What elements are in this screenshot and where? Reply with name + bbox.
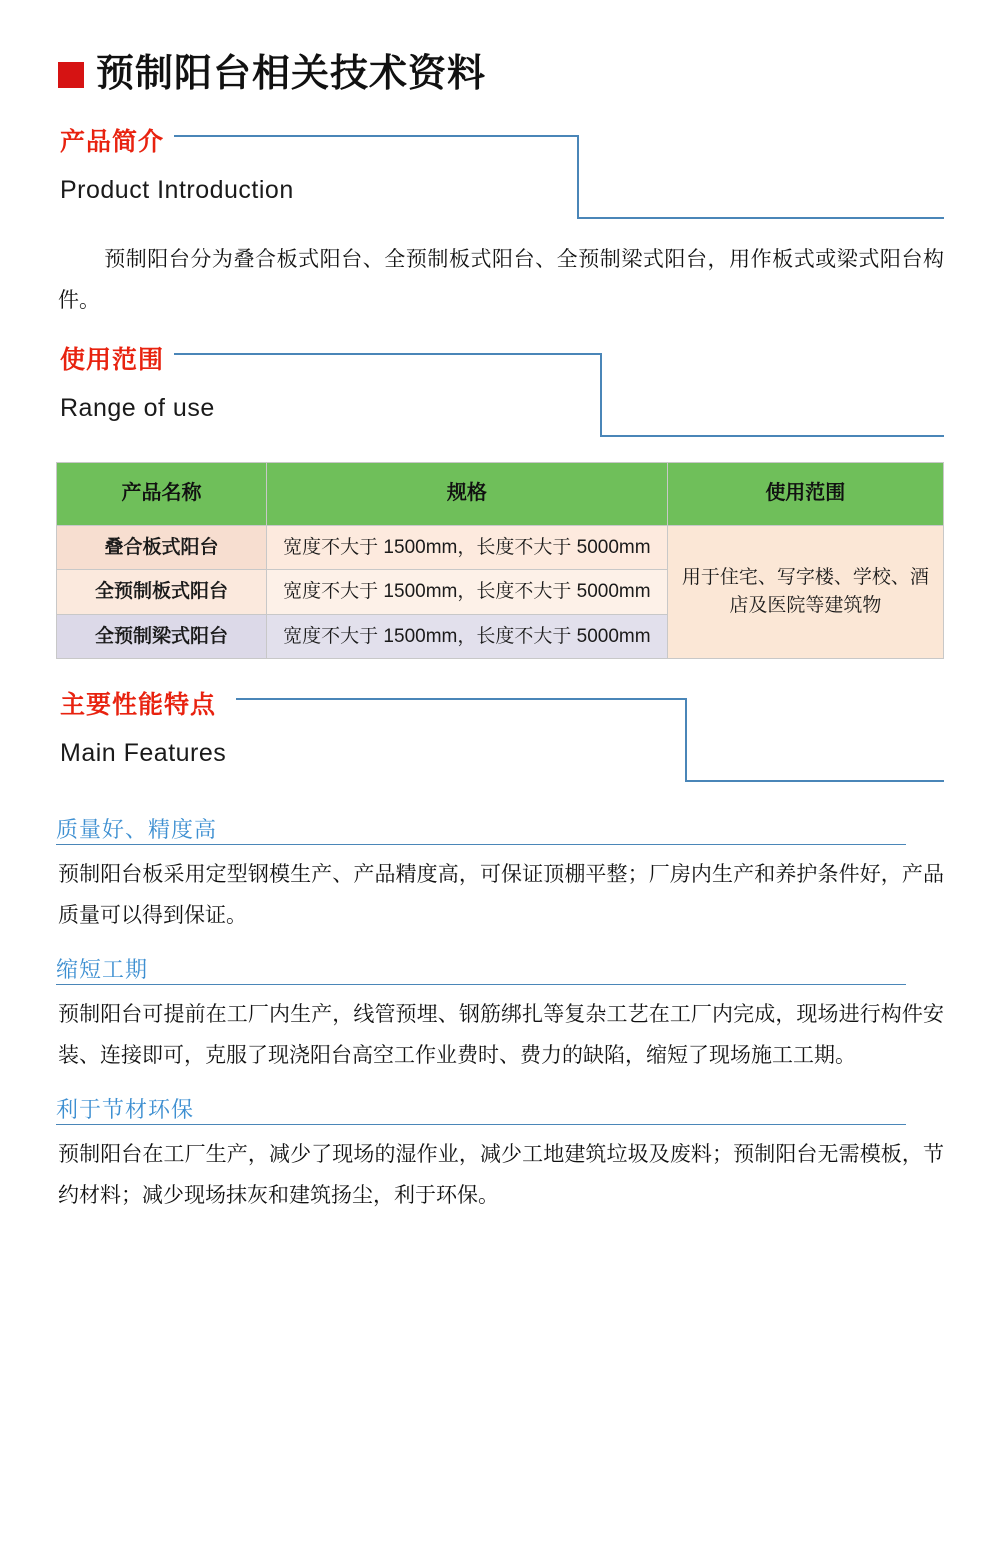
feature-body: 预制阳台可提前在工厂内生产，线管预埋、钢筋绑扎等复杂工艺在工厂内完成，现场进行构件安装、连接即可，克服了现浇阳台高空工作业费时、费力的缺陷，缩短了现场施工工期。	[58, 1003, 944, 1068]
section-heading-intro	[56, 122, 944, 234]
table-cell-spec: 宽度不大于 1500mm，长度不大于 5000mm	[267, 570, 668, 615]
feature-block-schedule	[56, 953, 944, 1077]
section-title-en-intro: Product Introduction	[60, 176, 306, 205]
section-heading-features	[56, 685, 944, 797]
table-header-row	[57, 462, 944, 525]
table-row	[57, 525, 944, 570]
page-title	[58, 54, 944, 96]
feature-block-quality	[56, 813, 944, 937]
section-title-cn-features: 主要性能特点	[60, 685, 226, 721]
table-header-range: 使用范围	[667, 462, 943, 525]
feature-divider	[56, 984, 906, 985]
table-cell-product-name: 全预制梁式阳台	[57, 614, 267, 659]
table-header-name: 产品名称	[57, 462, 267, 525]
page-title-text: 预制阳台相关技术资料	[96, 53, 487, 95]
section-title-en-range: Range of use	[60, 394, 227, 423]
intro-paragraph: 预制阳台分为叠合板式阳台、全预制板式阳台、全预制梁式阳台，用作板式或梁式阳台构件。	[58, 247, 944, 312]
feature-title: 利于节材环保	[56, 1097, 195, 1123]
table-cell-spec: 宽度不大于 1500mm，长度不大于 5000mm	[267, 614, 668, 659]
table-cell-product-name: 叠合板式阳台	[57, 525, 267, 570]
feature-block-environment	[56, 1093, 944, 1217]
section-title-cn-intro: 产品简介	[60, 122, 174, 158]
feature-title: 缩短工期	[56, 957, 149, 983]
table-header-spec: 规格	[267, 462, 668, 525]
section-title-cn-range: 使用范围	[60, 340, 174, 376]
feature-body: 预制阳台板采用定型钢模生产、产品精度高，可保证顶棚平整；厂房内生产和养护条件好，产品质量可以得到保证。	[58, 863, 944, 928]
specification-table	[56, 462, 944, 660]
red-square-bullet-icon	[58, 62, 84, 88]
table-cell-spec: 宽度不大于 1500mm，长度不大于 5000mm	[267, 525, 668, 570]
table-cell-usage-range: 用于住宅、写字楼、学校、酒店及医院等建筑物	[667, 525, 943, 659]
feature-title: 质量好、精度高	[56, 817, 218, 843]
section-title-en-features: Main Features	[60, 739, 238, 768]
table-cell-product-name: 全预制板式阳台	[57, 570, 267, 615]
section-heading-range	[56, 340, 944, 452]
feature-body: 预制阳台在工厂生产，减少了现场的湿作业，减少工地建筑垃圾及废料；预制阳台无需模板，节约材料；减少现场抹灰和建筑扬尘，利于环保。	[58, 1143, 944, 1207]
